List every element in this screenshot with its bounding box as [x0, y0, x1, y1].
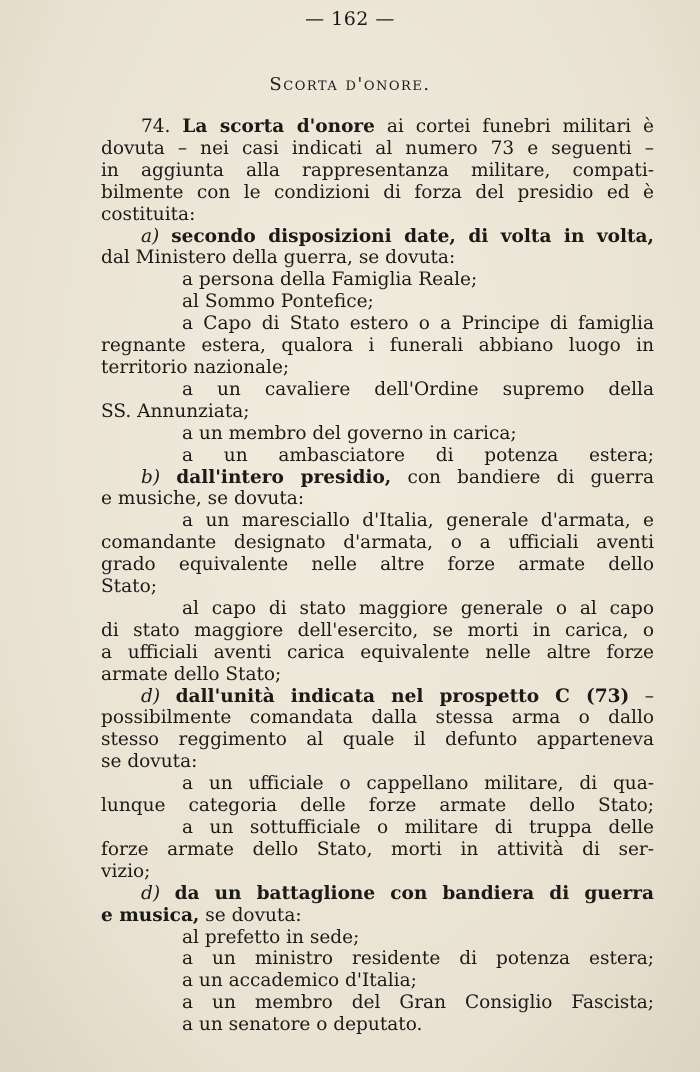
list-item-cont: a ufficiali aventi carica equivalente nelle altre forze: [101, 641, 654, 663]
list-item: a un sottufficiale o militare di truppa delle: [182, 817, 654, 838]
para-74-line-1: 74. La scorta d'onore ai cortei funebri militari è: [141, 116, 654, 137]
document-body: [101, 116, 654, 1036]
list-item-cont: Stato;: [101, 576, 157, 598]
list-item-cont: comandante designato d'armata, o a ufficiali aventi: [101, 532, 654, 554]
list-item-cont: armate dello Stato;: [101, 663, 282, 685]
list-item: a un ambasciatore di potenza estera;: [182, 444, 654, 466]
list-item: a un ufficiale o cappellano militare, di qua-: [182, 773, 654, 795]
para-74-line: dovuta – nei casi indicati al numero 73 e seguenti –: [101, 137, 654, 159]
list-item: a Capo di Stato estero o a Principe di famiglia: [182, 313, 654, 335]
list-item-cont: lunque categoria delle forze armate dello Stato;: [101, 795, 654, 817]
list-item-cont: forze armate dello Stato, morti in attività di ser-: [101, 838, 654, 860]
para-74-title: La scorta d'onore: [182, 116, 375, 137]
list-item: a un accademico d'Italia;: [182, 970, 417, 992]
list-item: al Sommo Pontefice;: [182, 291, 374, 313]
item-a-cont: dal Ministero della guerra, se dovuta:: [101, 247, 456, 269]
list-item-cont: SS. Annunziata;: [101, 400, 250, 422]
list-item: a un maresciallo d'Italia, generale d'armata, e: [182, 510, 654, 532]
list-item-cont: territorio nazionale;: [101, 356, 290, 378]
para-74-line: in aggiunta alla rappresentanza militare, compati-: [101, 159, 654, 181]
item-c-heading: d) dall'unità indicata nel prospetto C (73) –: [141, 685, 654, 707]
para-74-line: bilmente con le condizioni di forza del presidio ed è: [101, 181, 654, 203]
list-item-cont: grado equivalente nelle altre forze armate dello: [101, 554, 654, 576]
item-b-cont: e musiche, se dovuta:: [101, 488, 305, 510]
list-item: a persona della Famiglia Reale;: [182, 269, 478, 291]
list-item-cont: di stato maggiore dell'esercito, se morti in carica, o: [101, 619, 654, 641]
section-title: Scorta d'onore.: [269, 74, 431, 95]
item-c-cont: stesso reggimento al quale il defunto apparteneva: [101, 729, 654, 751]
item-c-cont: se dovuta:: [101, 751, 198, 773]
list-item: a un cavaliere dell'Ordine supremo della: [182, 378, 654, 400]
list-item: a un membro del governo in carica;: [182, 422, 517, 444]
item-d-heading: d) da un battaglione con bandiera di guerra: [141, 882, 654, 904]
list-item-cont: vizio;: [101, 860, 151, 882]
para-74-line: costituita:: [101, 203, 196, 225]
item-d-cont: e musica, se dovuta:: [101, 904, 302, 926]
list-item: a un senatore o deputato.: [182, 1014, 423, 1036]
item-c-cont: possibilmente comandata dalla stessa arma o dallo: [101, 707, 654, 729]
list-item: a un membro del Gran Consiglio Fascista;: [182, 992, 654, 1014]
page-number: — 162 —: [305, 8, 395, 30]
list-item: al prefetto in sede;: [182, 926, 360, 948]
list-item: a un ministro residente di potenza estera;: [182, 948, 654, 970]
item-b-heading: b) dall'intero presidio, con bandiere di guerra: [141, 466, 654, 488]
item-a-heading: a) secondo disposizioni date, di volta in volta,: [141, 225, 654, 247]
list-item-cont: regnante estera, qualora i funerali abbiano luogo in: [101, 335, 654, 357]
list-item: al capo di stato maggiore generale o al capo: [182, 597, 654, 619]
